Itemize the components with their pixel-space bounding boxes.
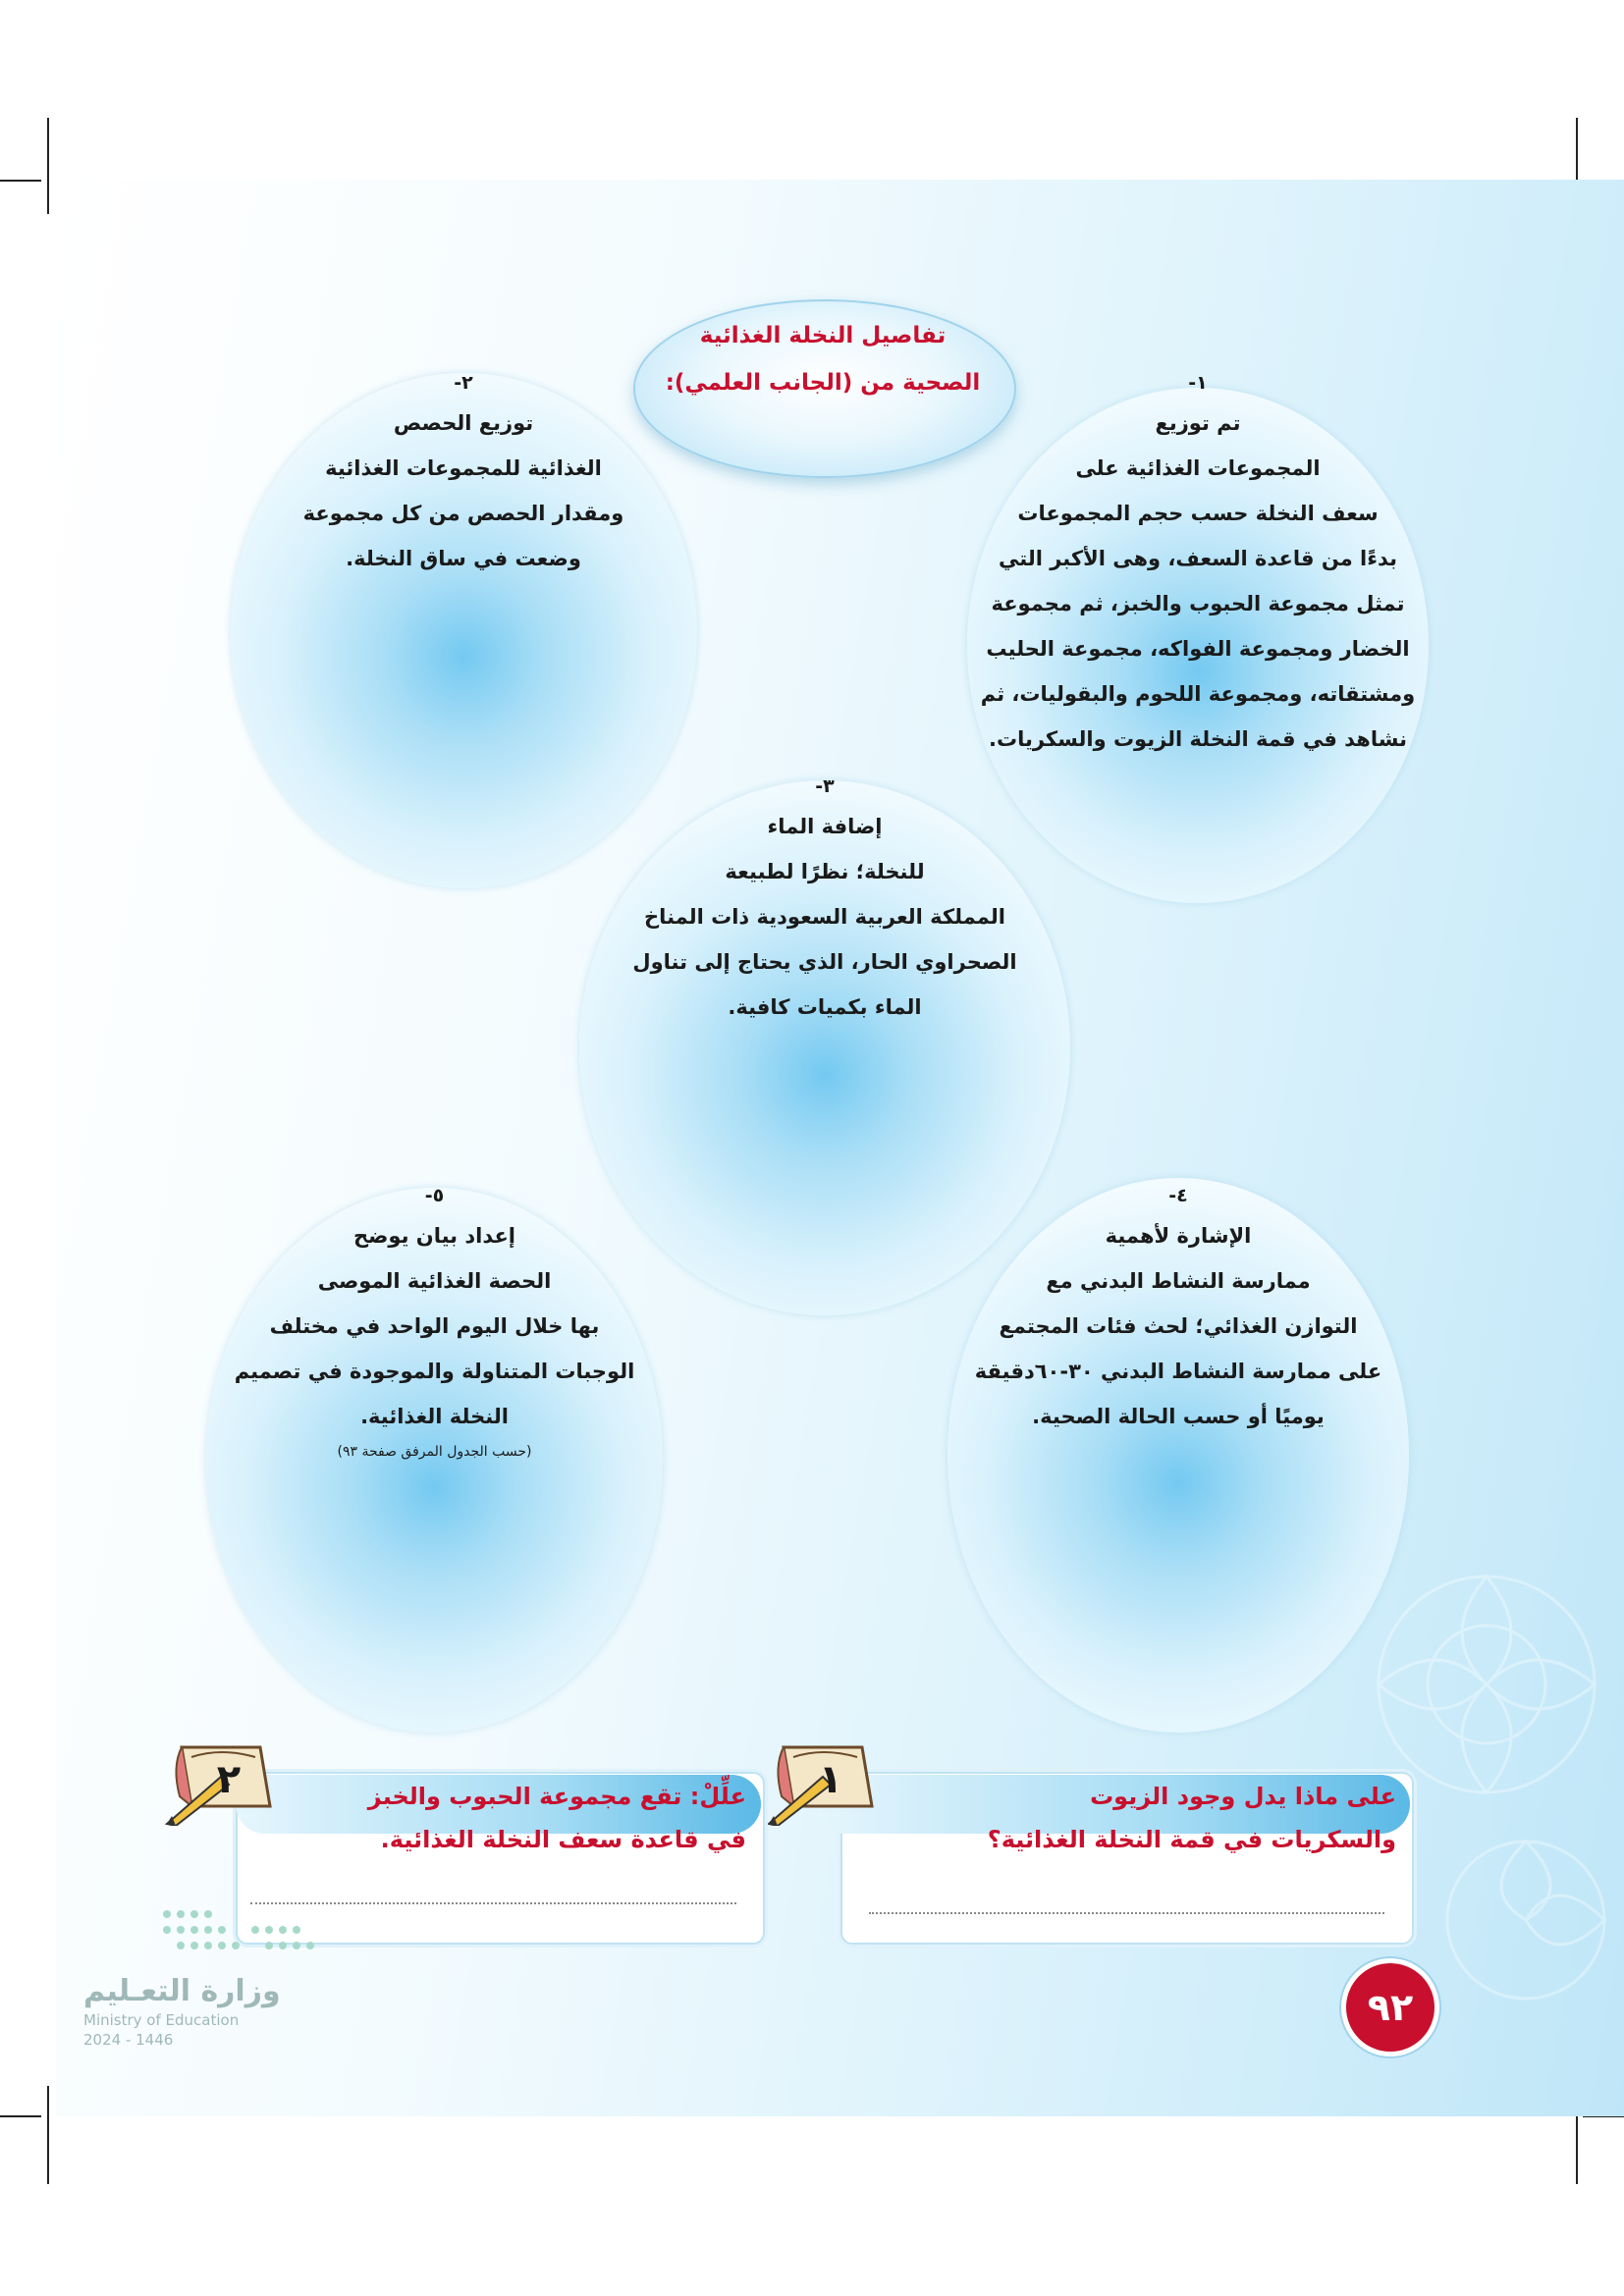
item-note: (حسب الجدول المرفق صفحة ٩٣) — [337, 1444, 532, 1460]
page-number: ٩٢ — [1341, 1958, 1439, 2056]
item-line: الحصة الغذائية الموصى — [317, 1269, 552, 1293]
item-4-text — [928, 1178, 1429, 1439]
item-line: الماء بكميات كافية. — [728, 995, 922, 1019]
item-line: وضعت في ساق النخلة. — [346, 547, 581, 570]
item-line: للنخلة؛ نظرًا لطبيعة — [725, 860, 925, 883]
item-line: ومقدار الحصص من كل مجموعة — [302, 502, 624, 525]
item-line: الوجبات المتناولة والموجودة في تصميم — [234, 1360, 635, 1383]
item-line: التوازن الغذائي؛ لحث فئات المجتمع — [999, 1314, 1358, 1338]
question-1-text — [854, 1775, 1396, 1861]
item-line: يوميًا أو حسب الحالة الصحية. — [1032, 1405, 1325, 1428]
item-line: توزيع الحصص — [393, 411, 534, 435]
ministry-logo-icon — [157, 1904, 324, 1963]
item-line: نشاهد في قمة النخلة الزيوت والسكريات. — [989, 727, 1407, 751]
item-line: ممارسة النشاط البدني مع — [1046, 1269, 1311, 1293]
item-number: ٣- — [815, 775, 835, 797]
ministry-arabic: وزارة التعـليم — [83, 1974, 281, 2008]
notebook-pencil-icon — [764, 1737, 882, 1826]
item-line: سعف النخلة حسب حجم المجموعات — [1017, 502, 1379, 525]
ministry-year: 2024 - 1446 — [83, 2031, 174, 2049]
item-line: النخلة الغذائية. — [360, 1405, 509, 1428]
question-2-line-2: في قاعدة سعف النخلة الغذائية. — [380, 1826, 746, 1853]
answer-line-1[interactable] — [869, 1912, 1384, 1914]
question-1-line-2: والسكريات في قمة النخلة الغذائية؟ — [987, 1826, 1396, 1853]
item-line: الغذائية للمجموعات الغذائية — [325, 456, 602, 480]
item-3-text — [565, 769, 1085, 1030]
question-2-text — [255, 1775, 746, 1861]
item-line: المجموعات الغذائية على — [1075, 456, 1321, 480]
item-line: ومشتقاته، ومجموعة اللحوم والبقوليات، ثم — [980, 682, 1416, 706]
crop-mark — [47, 118, 49, 214]
item-number: ٢- — [454, 372, 473, 394]
item-number: ٤- — [1168, 1185, 1188, 1206]
item-line: إضافة الماء — [767, 815, 883, 838]
question-1-line-1: على ماذا يدل وجود الزيوت — [1090, 1783, 1396, 1810]
notebook-pencil-icon — [162, 1737, 280, 1826]
item-2-text — [218, 365, 709, 581]
question-2-line-1: علِّلْ: تقع مجموعة الحبوب والخبز — [367, 1783, 746, 1810]
crop-mark — [47, 2086, 49, 2184]
item-line: المملكة العربية السعودية ذات المناخ — [644, 905, 1005, 929]
item-line: الصحراوي الحار، الذي يحتاج إلى تناول — [632, 950, 1017, 974]
item-line: الإشارة لأهمية — [1105, 1224, 1252, 1248]
item-5-text — [196, 1178, 673, 1465]
question-1-badge: ١ — [818, 1757, 843, 1802]
ministry-watermark — [83, 1973, 281, 2050]
item-line: بها خلال اليوم الواحد في مختلف — [269, 1314, 600, 1338]
item-line: إعداد بيان يوضح — [352, 1224, 516, 1248]
crop-mark — [0, 180, 41, 182]
item-1-text — [943, 365, 1453, 762]
title-line-2: الصحية من (الجانب العلمي): — [665, 370, 981, 396]
item-number: ٥- — [424, 1185, 445, 1206]
ministry-english: Ministry of Education — [83, 2011, 240, 2029]
item-line: تمثل مجموعة الحبوب والخبز، ثم مجموعة — [991, 592, 1405, 615]
crop-mark — [0, 2115, 41, 2117]
title-line-1: تفاصيل النخلة الغذائية — [699, 323, 947, 348]
item-line: على ممارسة النشاط البدني ٣٠-٦٠دقيقة — [974, 1360, 1382, 1383]
item-line: تم توزيع — [1155, 411, 1241, 435]
item-number: ١- — [1188, 372, 1208, 394]
question-2-badge: ٢ — [216, 1757, 242, 1802]
item-line: الخضار ومجموعة الفواكه، مجموعة الحليب — [986, 637, 1410, 661]
item-line: بدءًا من قاعدة السعف، وهى الأكبر التي — [999, 547, 1397, 570]
